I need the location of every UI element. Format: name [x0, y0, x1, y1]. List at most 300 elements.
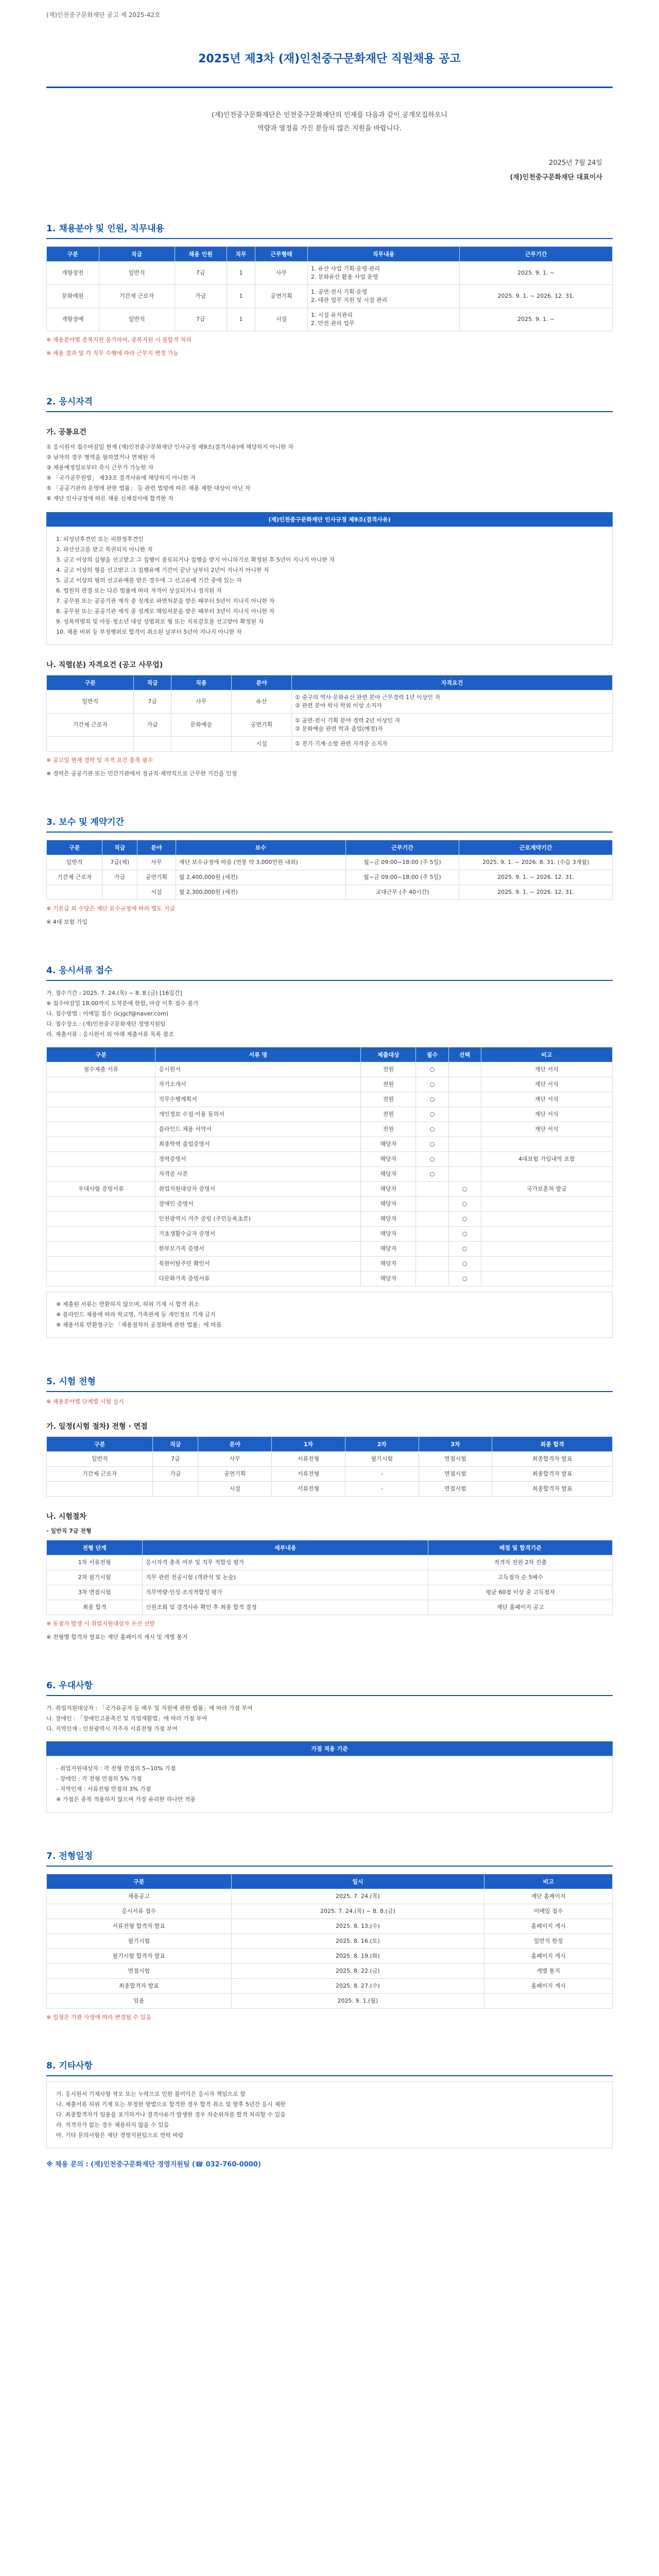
bonus-item: ※ 가점은 중복 적용하지 않으며 가장 유리한 하나만 적용 — [56, 1796, 196, 1803]
documents-cell: 재단 서식 — [481, 1062, 612, 1077]
pay-cell: 2025. 9. 1. ~ 2026. 8. 31. (수습 3개월) — [459, 855, 613, 870]
qualification-cell — [134, 737, 171, 752]
preference-list — [46, 1703, 613, 1734]
documents-cell: 블라인드 채용 서약서 — [155, 1122, 361, 1137]
timeline-row — [47, 1934, 613, 1949]
sec5-sub2a: - 일반직 7급 전형 — [46, 1528, 92, 1534]
sec5-sub2: 나. 시험절차 — [46, 1513, 86, 1521]
documents-row — [47, 1197, 613, 1212]
documents-row — [47, 1182, 613, 1197]
documents-header: 비고 — [481, 1047, 612, 1062]
timeline-cell: 2025. 8. 22.(금) — [231, 1964, 484, 1979]
documents-note: ※ 채용서류 반환청구는 「채용절차의 공정화에 관한 법률」에 따름 — [56, 1321, 222, 1328]
pay-header: 직급 — [102, 840, 137, 855]
section-8-title: 8. 기타사항 — [46, 2058, 613, 2076]
qualification-cell: 공연기획 — [231, 714, 291, 737]
sec1-cell: 7급 — [175, 262, 227, 285]
timeline-cell: 2025. 8. 16.(토) — [231, 1934, 484, 1949]
timeline-cell: 필기시험 합격자 발표 — [47, 1949, 232, 1964]
sec5-note-1: ※ 동점자 발생 시 취업지원대상자 우선 선발 — [46, 1620, 155, 1627]
documents-cell: 해당자 — [361, 1272, 416, 1286]
documents-cell: 4대보험 가입내역 포함 — [481, 1152, 612, 1167]
documents-cell: ○ — [416, 1152, 448, 1167]
timeline-cell: 홈페이지 게시 — [484, 1919, 613, 1934]
exam-schedule-cell — [47, 1482, 153, 1497]
disqualification-item: 2. 파산선고를 받고 복권되지 아니한 자 — [56, 546, 153, 553]
contact-info: ※ 채용 문의 : (재)인천중구문화재단 경영지원팀 (☎ 032-760-0000) — [46, 2161, 261, 2168]
documents-cell: 전원 — [361, 1062, 416, 1077]
documents-cell: 필수제출 서류 — [47, 1062, 155, 1077]
exam-process-cell: 적격자 전원 2차 진출 — [428, 1555, 613, 1570]
documents-cell — [448, 1167, 481, 1182]
timeline-header: 비고 — [484, 1874, 613, 1889]
documents-cell: 재단 서식 — [481, 1077, 612, 1092]
application-info-item: 나. 접수방법 : 이메일 접수 (icjgcf@naver.com) — [46, 1010, 169, 1017]
documents-cell: 해당자 — [361, 1227, 416, 1242]
documents-cell — [47, 1272, 155, 1286]
timeline-row — [47, 1889, 613, 1904]
qualification-cell: ① 공연·전시 기획 분야 경력 2년 이상인 자 ② 문화예술 관련 학과 졸업(예정)자 — [292, 714, 613, 737]
pay-cell — [47, 885, 102, 900]
sec1-header: 직무 — [227, 247, 255, 262]
exam-process-cell: 3차 면접시험 — [47, 1585, 143, 1600]
exam-schedule-header: 1차 — [272, 1437, 345, 1452]
documents-cell — [448, 1122, 481, 1137]
timeline-cell: 홈페이지 게시 — [484, 1979, 613, 1994]
qualification-cell: 일반직 — [47, 690, 134, 714]
exam-schedule-table — [46, 1436, 613, 1497]
documents-cell: 해당자 — [361, 1152, 416, 1167]
etc-item: 다. 최종합격자가 임용을 포기하거나 결격사유가 발생한 경우 차순위자를 합격 처리할 수 있음 — [56, 2111, 286, 2118]
exam-schedule-cell: 서류전형 — [272, 1467, 345, 1482]
content — [46, 109, 613, 2168]
common-requirement-item: ⑥ 재단 인사규정에 따른 채용 신체검사에 합격한 자 — [46, 495, 174, 502]
sec1-cell: 사무 — [255, 262, 308, 285]
sec1-header: 근무형태 — [255, 247, 308, 262]
documents-row — [47, 1137, 613, 1152]
sec1-row — [47, 285, 613, 308]
disqualification-item: 3. 금고 이상의 실형을 선고받고 그 집행이 종료되거나 집행을 받지 아니하기로 확정된 후 5년이 지나지 아니한 자 — [56, 556, 335, 563]
documents-cell: 전원 — [361, 1107, 416, 1122]
sec5-note: ※ 채용분야별 단계별 시험 실시 — [46, 1398, 124, 1405]
sec2-sub2: 나. 직렬(분) 자격요건 (공고 사무업) — [46, 661, 163, 669]
timeline-cell: 임용 — [47, 1994, 232, 2009]
documents-cell — [448, 1152, 481, 1167]
exam-schedule-header: 구분 — [47, 1437, 153, 1452]
sec1-cell: 1 — [227, 308, 255, 331]
exam-schedule-header: 최종 합격 — [492, 1437, 613, 1452]
section-1-title: 1. 채용분야 및 인원, 직무내용 — [46, 221, 613, 239]
documents-cell: 자기소개서 — [155, 1077, 361, 1092]
timeline-cell: 개별 통지 — [484, 1964, 613, 1979]
timeline-cell: 최종합격자 발표 — [47, 1979, 232, 1994]
exam-schedule-header: 분야 — [198, 1437, 272, 1452]
timeline-cell: 2025. 9. 1.(월) — [231, 1994, 484, 2009]
documents-row — [47, 1152, 613, 1167]
sec1-cell: 개항장예 — [47, 308, 99, 331]
qualification-header: 직급 — [134, 675, 171, 690]
documents-header: 구분 — [47, 1047, 155, 1062]
documents-note: ※ 제출된 서류는 반환하지 않으며, 허위 기재 시 합격 취소 — [56, 1301, 199, 1308]
sec1-note-2: ※ 채용 결과 및 각 직무 수행에 따라 근무지 변경 가능 — [46, 350, 179, 357]
intro-line-1: (재)인천중구문화재단은 인천중구문화재단의 인재를 다음과 같이 공개모집하오니 — [212, 111, 447, 119]
documents-row — [47, 1077, 613, 1092]
sec1-cell: 1 — [227, 285, 255, 308]
timeline-cell: 면접시험 — [47, 1964, 232, 1979]
sec1-cell: 일반직 — [99, 262, 175, 285]
documents-cell — [448, 1077, 481, 1092]
documents-cell — [448, 1107, 481, 1122]
exam-schedule-cell: 일반직 — [47, 1452, 153, 1467]
documents-row — [47, 1122, 613, 1137]
exam-schedule-cell: - — [345, 1467, 419, 1482]
exam-process-cell: 고득점자 순 5배수 — [428, 1570, 613, 1585]
disqualification-item: 5. 금고 이상의 형의 선고유예를 받은 경우에 그 선고유예 기간 중에 있는 자 — [56, 577, 242, 584]
pay-cell: 공연기획 — [137, 870, 176, 885]
exam-process-cell: 1차 서류전형 — [47, 1555, 143, 1570]
pay-cell: 월 2,300,000원 (세전) — [176, 885, 345, 900]
documents-row — [47, 1257, 613, 1272]
sec1-table — [46, 246, 613, 331]
documents-cell — [416, 1227, 448, 1242]
bonus-box-body — [46, 1756, 613, 1812]
documents-cell — [448, 1137, 481, 1152]
date-block — [46, 156, 613, 185]
documents-cell: 인천광역시 거주 증빙 (주민등록초본) — [155, 1212, 361, 1227]
sec5-sub1: 가. 일정(시험 절차) 전형 · 면접 — [46, 1422, 148, 1431]
qualification-cell: 기간제 근로자 — [47, 714, 134, 737]
documents-cell: 경력증명서 — [155, 1152, 361, 1167]
pay-cell: 사무 — [137, 855, 176, 870]
disqualification-item: 6. 법원의 판결 또는 다른 법률에 따라 자격이 상실되거나 정지된 자 — [56, 587, 222, 594]
documents-cell — [416, 1197, 448, 1212]
exam-schedule-cell: 최종합격자 발표 — [492, 1467, 613, 1482]
pay-cell: 교대근무 (주 40시간) — [345, 885, 459, 900]
qualification-header: 구분 — [47, 675, 134, 690]
exam-schedule-cell: 시설 — [198, 1482, 272, 1497]
sec1-cell: 2025. 9. 1. ~ — [460, 262, 613, 285]
qualification-header: 직종 — [171, 675, 231, 690]
documents-cell: 해당자 — [361, 1182, 416, 1197]
documents-cell: ○ — [416, 1167, 448, 1182]
exam-process-cell: 직무 관련 전공시험 (객관식 및 논술) — [143, 1570, 428, 1585]
preference-item: 다. 지역인재 : 인천광역시 거주자 서류전형 가점 부여 — [46, 1725, 178, 1732]
sec1-cell: 시설 — [255, 308, 308, 331]
pay-header: 분야 — [137, 840, 176, 855]
sec3-note-1: ※ 기본급 외 수당은 재단 보수규정에 따라 별도 지급 — [46, 905, 175, 912]
exam-schedule-cell: 면접시험 — [419, 1452, 492, 1467]
exam-process-cell: 신원조회 및 결격사유 확인 후 최종 합격 결정 — [143, 1600, 428, 1615]
documents-header: 필수 — [416, 1047, 448, 1062]
documents-cell: 전원 — [361, 1092, 416, 1107]
documents-cell — [47, 1242, 155, 1257]
exam-process-row — [47, 1555, 613, 1570]
exam-schedule-row — [47, 1482, 613, 1497]
sec1-header: 구분 — [47, 247, 99, 262]
exam-schedule-cell: 면접시험 — [419, 1482, 492, 1497]
pay-cell: 월 2,400,000원 (세전) — [176, 870, 345, 885]
documents-cell: 자격증 사본 — [155, 1167, 361, 1182]
documents-cell — [47, 1137, 155, 1152]
timeline-cell: 응시서류 접수 — [47, 1904, 232, 1919]
section-3-title: 3. 보수 및 계약기간 — [46, 815, 613, 833]
sec1-cell: 2025. 9. 1. ~ — [460, 308, 613, 331]
documents-cell: ○ — [416, 1077, 448, 1092]
timeline-header: 구분 — [47, 1874, 232, 1889]
pay-cell: 시설 — [137, 885, 176, 900]
timeline-cell: 2025. 8. 27.(수) — [231, 1979, 484, 1994]
exam-schedule-header: 직급 — [153, 1437, 198, 1452]
qualification-header: 자격요건 — [292, 675, 613, 690]
qualification-cell: 시설 — [231, 737, 291, 752]
documents-cell — [47, 1152, 155, 1167]
documents-row — [47, 1107, 613, 1122]
sec1-note-1: ※ 채용분야별 중복지원 불가하며, 중복지원 시 불합격 처리 — [46, 336, 192, 343]
sec1-table-wrap — [46, 246, 613, 331]
timeline-row — [47, 1949, 613, 1964]
sec4-notes-box — [46, 1292, 613, 1338]
documents-cell — [448, 1092, 481, 1107]
exam-schedule-cell: 서류전형 — [272, 1482, 345, 1497]
section-5-title: 5. 시험 전형 — [46, 1374, 613, 1392]
pay-row — [47, 870, 613, 885]
qualification-cell: 가급 — [134, 714, 171, 737]
pay-header: 근로계약기간 — [459, 840, 613, 855]
qualification-table — [46, 675, 613, 752]
documents-cell: ○ — [448, 1272, 481, 1286]
qualification-cell — [47, 737, 134, 752]
documents-cell — [47, 1212, 155, 1227]
documents-cell — [47, 1197, 155, 1212]
exam-schedule-row — [47, 1467, 613, 1482]
exam-schedule-header: 3차 — [419, 1437, 492, 1452]
documents-note: ※ 블라인드 채용에 따라 학교명, 가족관계 등 개인정보 기재 금지 — [56, 1311, 216, 1318]
documents-cell: 해당자 — [361, 1137, 416, 1152]
documents-table — [46, 1047, 613, 1286]
disqualification-item: 4. 금고 이상의 형을 선고받고 그 집행유예 기간이 끝난 날부터 2년이 지나지 아니한 자 — [56, 567, 269, 573]
documents-cell: 재단 서식 — [481, 1107, 612, 1122]
sec1-cell: 기간제 근로자 — [99, 285, 175, 308]
title-divider — [46, 87, 613, 88]
exam-process-row — [47, 1600, 613, 1615]
timeline-row — [47, 1994, 613, 2009]
sec1-header: 채용 인원 — [175, 247, 227, 262]
documents-cell: 전원 — [361, 1077, 416, 1092]
qualification-cell: 문화예술 — [171, 714, 231, 737]
org-name: (재)인천중구문화재단 대표이사 — [510, 174, 602, 181]
sec1-cell: 개항장전 — [47, 262, 99, 285]
exam-schedule-row — [47, 1452, 613, 1467]
qualification-row — [47, 737, 613, 752]
pay-cell: 월~금 09:00~18:00 (주 5일) — [345, 855, 459, 870]
documents-cell: ○ — [448, 1212, 481, 1227]
application-info-item: 가. 접수기간 : 2025. 7. 24.(목) ~ 8. 8.(금) [16일간] — [46, 990, 182, 996]
sec3-note-2: ※ 4대 보험 가입 — [46, 919, 88, 925]
exam-process-header: 배점 및 합격기준 — [428, 1540, 613, 1555]
sec1-cell: 1. 시설 유지관리 2. 안전 관리 업무 — [307, 308, 459, 331]
documents-cell — [481, 1257, 612, 1272]
application-info-item: 다. 접수장소 : (재)인천중구문화재단 경영지원팀 — [46, 1021, 166, 1027]
bonus-item: - 장애인 : 각 전형 만점의 5% 가점 — [56, 1775, 142, 1782]
disqualification-box-body — [46, 527, 613, 645]
pay-cell: 7급(제) — [102, 855, 137, 870]
documents-cell — [481, 1272, 612, 1286]
documents-cell — [47, 1092, 155, 1107]
exam-process-table — [46, 1540, 613, 1615]
documents-cell: 다문화가족 증빙서류 — [155, 1272, 361, 1286]
documents-cell: ○ — [448, 1197, 481, 1212]
etc-item: 가. 응시원서 기재사항 착오 또는 누락으로 인한 불이익은 응시자 책임으로 함 — [56, 2091, 246, 2097]
documents-cell — [416, 1272, 448, 1286]
documents-cell — [47, 1107, 155, 1122]
exam-schedule-cell — [153, 1482, 198, 1497]
timeline-cell: 2025. 7. 24.(목) — [231, 1889, 484, 1904]
sec1-cell: 공연기획 — [255, 285, 308, 308]
qualification-cell: 7급 — [134, 690, 171, 714]
section-7-title: 7. 전형일정 — [46, 1849, 613, 1867]
exam-process-header: 세부내용 — [143, 1540, 428, 1555]
exam-schedule-header: 2차 — [345, 1437, 419, 1452]
exam-process-cell: 최종 합격 — [47, 1600, 143, 1615]
documents-cell: 해당자 — [361, 1167, 416, 1182]
documents-cell: 전원 — [361, 1122, 416, 1137]
exam-schedule-cell: 최종합격자 발표 — [492, 1452, 613, 1467]
disqualification-item: 8. 공무원 또는 공공기관 재직 중 징계로 해임처분을 받은 때부터 3년이 지나지 아니한 자 — [56, 608, 275, 615]
documents-cell: 국가보훈처 발급 — [481, 1182, 612, 1197]
timeline-row — [47, 1919, 613, 1934]
bonus-item: - 취업지원대상자 : 각 전형 만점의 5~10% 가점 — [56, 1765, 176, 1772]
documents-cell — [481, 1242, 612, 1257]
timeline-cell: 일반직 한정 — [484, 1934, 613, 1949]
sec1-row — [47, 262, 613, 285]
documents-cell — [416, 1182, 448, 1197]
documents-cell: 우대사항 증빙서류 — [47, 1182, 155, 1197]
sec1-cell: 가급 — [175, 285, 227, 308]
exam-process-cell: 응시자격 충족 여부 및 직무 적합성 평가 — [143, 1555, 428, 1570]
page-title: 2025년 제3차 (재)인천중구문화재단 직원채용 공고 — [198, 53, 461, 65]
sec7-note: ※ 일정은 기관 사정에 따라 변경될 수 있음 — [46, 2014, 151, 2021]
qualification-cell: 사무 — [171, 690, 231, 714]
documents-row — [47, 1062, 613, 1077]
timeline-header: 일시 — [231, 1874, 484, 1889]
documents-row — [47, 1212, 613, 1227]
pay-header: 보수 — [176, 840, 345, 855]
documents-cell — [47, 1122, 155, 1137]
common-requirements-list — [46, 442, 613, 504]
documents-cell: ○ — [416, 1107, 448, 1122]
exam-process-row — [47, 1570, 613, 1585]
sec1-cell: 1. 유산 사업 기획·운영·관리 2. 문화유산 활용 사업 운영 — [307, 262, 459, 285]
notice-date: 2025년 7월 24일 — [549, 159, 602, 167]
exam-schedule-cell: 서류전형 — [272, 1452, 345, 1467]
pay-row — [47, 855, 613, 870]
qualification-row — [47, 690, 613, 714]
bonus-item: - 지역인재 : 서류전형 만점의 3% 가점 — [56, 1786, 151, 1792]
documents-cell: 개인정보 수집·이용 동의서 — [155, 1107, 361, 1122]
application-info-item: ※ 접수마감일 18:00까지 도착분에 한함, 마감 이후 접수 불가 — [46, 1000, 199, 1007]
sec2-note-2: ※ 경력은 공공기관 또는 민간기관에서 정규직·계약직으로 근무한 기간을 인정 — [46, 770, 237, 777]
exam-process-cell: 2차 필기시험 — [47, 1570, 143, 1585]
documents-cell: ○ — [448, 1257, 481, 1272]
documents-cell: 재단 서식 — [481, 1122, 612, 1137]
timeline-cell: 재단 홈페이지 — [484, 1889, 613, 1904]
documents-cell — [47, 1227, 155, 1242]
exam-schedule-cell: 기간제 근로자 — [47, 1467, 153, 1482]
timeline-cell — [484, 1994, 613, 2009]
sec1-cell: 7급 — [175, 308, 227, 331]
bonus-box-title: 가점 적용 기준 — [46, 1741, 613, 1756]
timeline-cell: 2025. 8. 19.(화) — [231, 1949, 484, 1964]
pay-header: 구분 — [47, 840, 102, 855]
documents-cell: ○ — [448, 1227, 481, 1242]
documents-cell: 한부모가족 증명서 — [155, 1242, 361, 1257]
documents-cell: 재단 서식 — [481, 1092, 612, 1107]
documents-row — [47, 1167, 613, 1182]
documents-header: 제출대상 — [361, 1047, 416, 1062]
documents-cell: 응시원서 — [155, 1062, 361, 1077]
timeline-row — [47, 1979, 613, 1994]
intro-line-2: 역량과 열정을 가진 분들의 많은 지원을 바랍니다. — [257, 125, 402, 132]
timeline-table — [46, 1874, 613, 2009]
exam-process-row — [47, 1585, 613, 1600]
qualification-header: 분야 — [231, 675, 291, 690]
disqualification-item: 9. 성폭력범죄 및 아동·청소년 대상 성범죄로 형 또는 치료감호를 선고받아 확정된 자 — [56, 618, 264, 625]
etc-box — [46, 2081, 613, 2148]
documents-cell: 직무수행계획서 — [155, 1092, 361, 1107]
section-4-title: 4. 응시서류 접수 — [46, 963, 613, 981]
sec5-note-2: ※ 전형별 합격자 발표는 재단 홈페이지 게시 및 개별 통지 — [46, 1634, 188, 1640]
documents-cell: ○ — [448, 1182, 481, 1197]
exam-process-cell: 직무역량·인성·조직적합성 평가 — [143, 1585, 428, 1600]
disqualification-box-title: (재)인천중구문화재단 인사규정 제9조(결격사유) — [46, 512, 613, 527]
documents-cell: ○ — [448, 1242, 481, 1257]
etc-item: 마. 기타 문의사항은 재단 경영지원팀으로 연락 바람 — [56, 2132, 184, 2139]
exam-schedule-cell: 최종합격자 발표 — [492, 1482, 613, 1497]
documents-cell — [416, 1242, 448, 1257]
timeline-cell: 이메일 접수 — [484, 1904, 613, 1919]
documents-cell: 해당자 — [361, 1242, 416, 1257]
notice-number: (재)인천중구문화재단 공고 제 2025-42호 — [46, 11, 161, 19]
documents-cell — [448, 1062, 481, 1077]
pay-cell: 재단 보수규정에 따름 (연봉 약 3,000만원 내외) — [176, 855, 345, 870]
qualification-cell: 유산 — [231, 690, 291, 714]
bonus-box — [46, 1741, 613, 1812]
documents-cell: ○ — [416, 1062, 448, 1077]
timeline-cell: 2025. 8. 13.(수) — [231, 1919, 484, 1934]
sec1-cell: 일반직 — [99, 308, 175, 331]
common-requirement-item: ③ 채용예정일로부터 즉시 근무가 가능한 자 — [46, 464, 153, 471]
pay-cell: 기간제 근로자 — [47, 870, 102, 885]
qualification-cell — [171, 737, 231, 752]
documents-cell: 취업지원대상자 증명서 — [155, 1182, 361, 1197]
exam-schedule-cell: 공연기획 — [198, 1467, 272, 1482]
sec1-header: 근무기간 — [460, 247, 613, 262]
documents-row — [47, 1242, 613, 1257]
preference-item: 나. 장애인 : 「장애인고용촉진 및 직업재활법」에 따라 가점 부여 — [46, 1715, 207, 1722]
section-2-title: 2. 응시자격 — [46, 394, 613, 412]
timeline-cell: 필기시험 — [47, 1934, 232, 1949]
etc-item: 나. 제출서류 허위 기재 또는 부정한 방법으로 합격한 경우 합격 취소 및 향후 5년간 응시 제한 — [56, 2101, 286, 2108]
documents-cell — [481, 1167, 612, 1182]
preference-item: 가. 취업지원대상자 : 「국가유공자 등 예우 및 지원에 관한 법률」에 따라 가점 부여 — [46, 1705, 253, 1711]
pay-header: 근무기간 — [345, 840, 459, 855]
application-info-item: 라. 제출서류 : 응시원서 외 아래 제출서류 목록 참조 — [46, 1031, 174, 1038]
sec1-cell: 2025. 9. 1. ~ 2026. 12. 31. — [460, 285, 613, 308]
pay-cell — [102, 885, 137, 900]
documents-cell — [481, 1197, 612, 1212]
qualification-cell: ① 전기·기계·소방 관련 자격증 소지자 — [292, 737, 613, 752]
documents-row — [47, 1272, 613, 1286]
